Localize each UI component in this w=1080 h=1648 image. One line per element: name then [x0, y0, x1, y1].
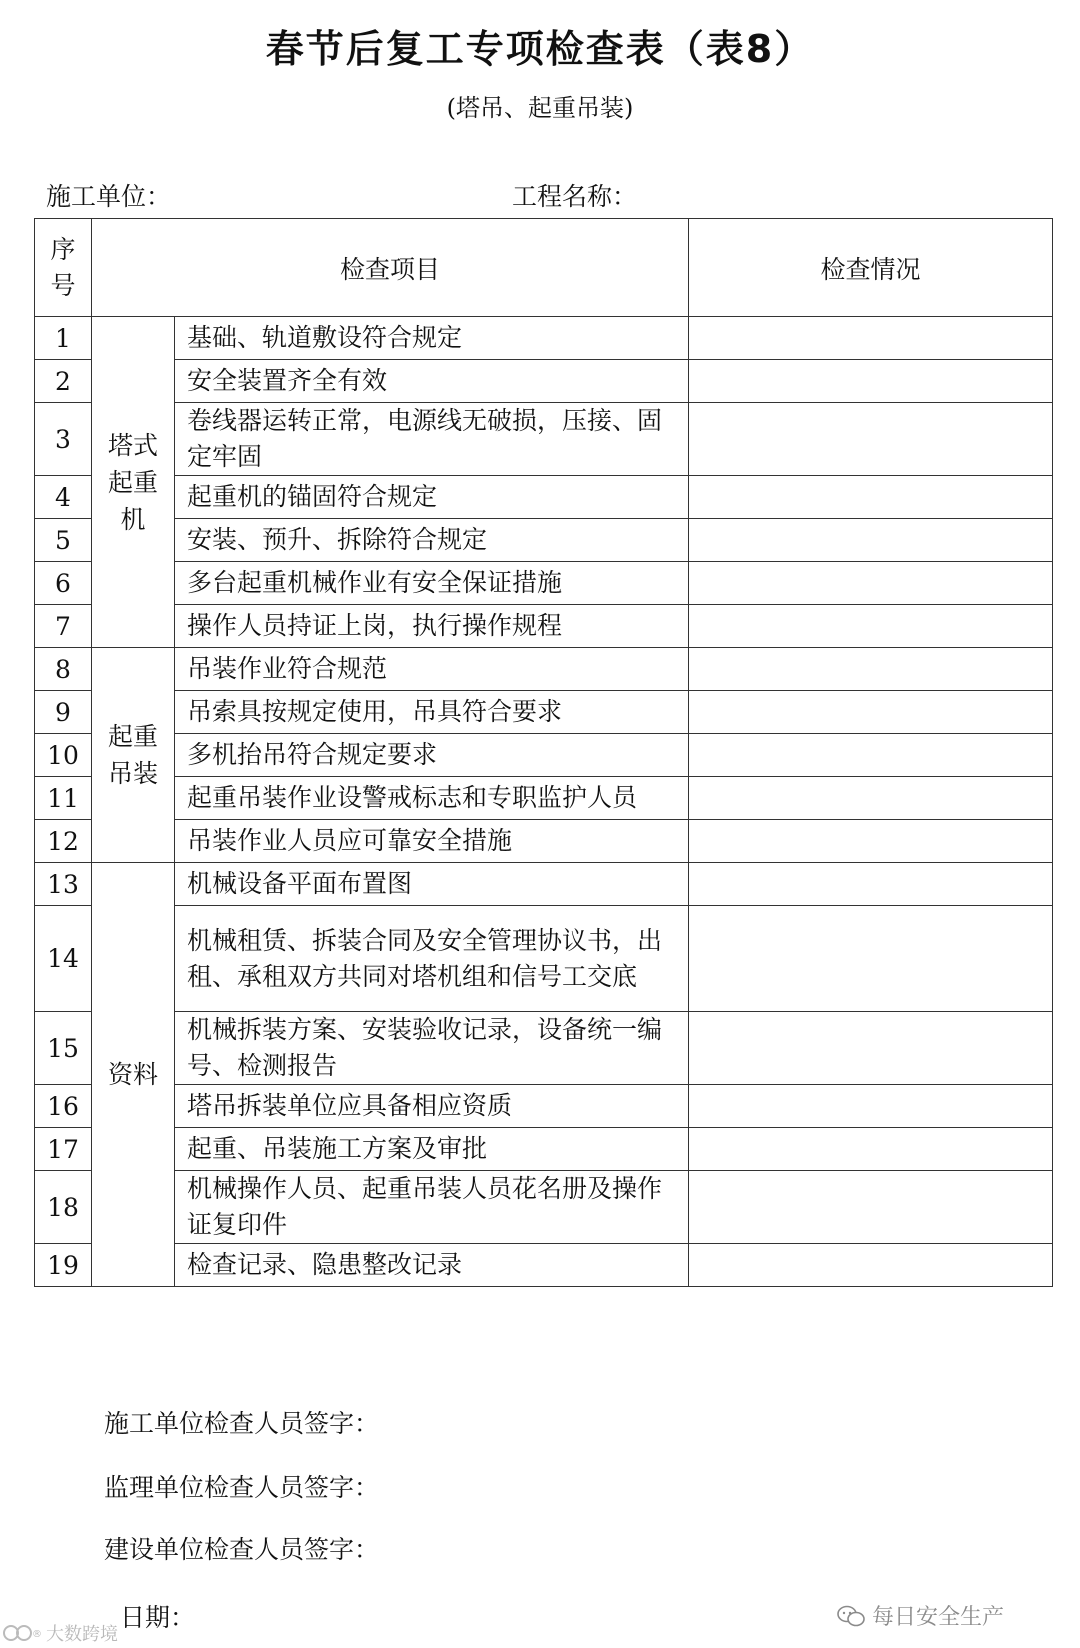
watermark-left-text: 大数跨境 — [46, 1624, 118, 1645]
row-status-cell[interactable] — [689, 317, 1053, 360]
row-number: 14 — [35, 906, 92, 1012]
header-seq-label: 序号 — [50, 234, 76, 300]
watermark-right — [836, 1600, 1004, 1631]
date-label: 日期： — [120, 1603, 196, 1632]
row-status-cell[interactable] — [689, 562, 1053, 605]
table-row — [35, 691, 1053, 734]
header-seq — [35, 219, 92, 317]
construction-unit-label: 施工单位： — [46, 182, 172, 211]
table-row — [35, 317, 1053, 360]
construction-signature-label: 施工单位检查人员签字： — [104, 1409, 380, 1438]
category-cell — [92, 648, 175, 863]
row-number: 1 — [35, 317, 92, 360]
row-number: 13 — [35, 863, 92, 906]
row-status-cell[interactable] — [689, 476, 1053, 519]
row-status-cell[interactable] — [689, 648, 1053, 691]
svg-text:®: ® — [32, 1629, 42, 1640]
watermark-left — [2, 1620, 118, 1646]
row-status-cell[interactable] — [689, 1171, 1053, 1244]
row-item: 基础、轨道敷设符合规定 — [175, 317, 689, 360]
page-title: 春节后复工专项检查表（表8） — [265, 27, 815, 71]
table-row — [35, 1171, 1053, 1244]
row-item: 机械租赁、拆装合同及安全管理协议书，出租、承租双方共同对塔机组和信号工交底 — [175, 906, 689, 1012]
row-item: 卷线器运转正常，电源线无破损，压接、固定牢固 — [175, 403, 689, 476]
category-label: 起重吊装 — [107, 722, 158, 788]
row-item: 起重机的锚固符合规定 — [175, 476, 689, 519]
row-number: 18 — [35, 1171, 92, 1244]
table-row — [35, 360, 1053, 403]
row-number: 16 — [35, 1085, 92, 1128]
row-number: 5 — [35, 519, 92, 562]
row-status-cell[interactable] — [689, 519, 1053, 562]
watermark-right-text: 每日安全生产 — [872, 1605, 1005, 1630]
row-number: 15 — [35, 1012, 92, 1085]
row-status-cell[interactable] — [689, 863, 1053, 906]
category-label: 资料 — [107, 1060, 158, 1089]
row-number: 6 — [35, 562, 92, 605]
table-row — [35, 777, 1053, 820]
row-item: 机械操作人员、起重吊装人员花名册及操作证复印件 — [175, 1171, 689, 1244]
row-number: 19 — [35, 1244, 92, 1287]
owner-signature-label: 建设单位检查人员签字： — [104, 1535, 380, 1564]
row-number: 9 — [35, 691, 92, 734]
row-item: 塔吊拆装单位应具备相应资质 — [175, 1085, 689, 1128]
row-status-cell[interactable] — [689, 1128, 1053, 1171]
row-item: 安装、预升、拆除符合规定 — [175, 519, 689, 562]
table-row — [35, 605, 1053, 648]
row-status-cell[interactable] — [689, 1012, 1053, 1085]
row-item: 起重吊装作业设警戒标志和专职监护人员 — [175, 777, 689, 820]
table-row — [35, 906, 1053, 1012]
header-item: 检查项目 — [92, 219, 689, 317]
table-row — [35, 734, 1053, 777]
row-number: 12 — [35, 820, 92, 863]
row-item: 检查记录、隐患整改记录 — [175, 1244, 689, 1287]
table-row — [35, 476, 1053, 519]
row-number: 11 — [35, 777, 92, 820]
row-item: 起重、吊装施工方案及审批 — [175, 1128, 689, 1171]
row-status-cell[interactable] — [689, 403, 1053, 476]
table-row — [35, 519, 1053, 562]
row-number: 4 — [35, 476, 92, 519]
table-row — [35, 562, 1053, 605]
project-name-label: 工程名称： — [512, 182, 638, 211]
table-row — [35, 1012, 1053, 1085]
table-row — [35, 648, 1053, 691]
table-header-row — [35, 219, 1053, 317]
row-status-cell[interactable] — [689, 734, 1053, 777]
row-item: 吊装作业人员应可靠安全措施 — [175, 820, 689, 863]
row-status-cell[interactable] — [689, 906, 1053, 1012]
header-status: 检查情况 — [689, 219, 1053, 317]
row-item: 机械拆装方案、安装验收记录，设备统一编号、检测报告 — [175, 1012, 689, 1085]
table-row — [35, 1085, 1053, 1128]
supervision-signature-label: 监理单位检查人员签字： — [104, 1473, 380, 1502]
page-subtitle: (塔吊、起重吊装) — [446, 94, 634, 122]
category-cell — [92, 863, 175, 1287]
row-item: 机械设备平面布置图 — [175, 863, 689, 906]
category-cell — [92, 317, 175, 648]
row-status-cell[interactable] — [689, 1085, 1053, 1128]
table-row — [35, 1128, 1053, 1171]
table-row — [35, 1244, 1053, 1287]
row-number: 3 — [35, 403, 92, 476]
row-status-cell[interactable] — [689, 360, 1053, 403]
row-status-cell[interactable] — [689, 691, 1053, 734]
table-row — [35, 403, 1053, 476]
row-number: 7 — [35, 605, 92, 648]
row-item: 多机抬吊符合规定要求 — [175, 734, 689, 777]
wechat-icon — [836, 1604, 866, 1628]
row-status-cell[interactable] — [689, 777, 1053, 820]
row-status-cell[interactable] — [689, 820, 1053, 863]
row-item: 操作人员持证上岗，执行操作规程 — [175, 605, 689, 648]
logo-icon — [2, 1623, 42, 1643]
inspection-table — [34, 218, 1053, 1287]
row-item: 安全装置齐全有效 — [175, 360, 689, 403]
table-row — [35, 820, 1053, 863]
row-number: 8 — [35, 648, 92, 691]
row-number: 2 — [35, 360, 92, 403]
row-number: 10 — [35, 734, 92, 777]
category-label: 塔式起重机 — [107, 430, 158, 534]
table-row — [35, 863, 1053, 906]
row-status-cell[interactable] — [689, 605, 1053, 648]
row-item: 吊索具按规定使用，吊具符合要求 — [175, 691, 689, 734]
row-number: 17 — [35, 1128, 92, 1171]
row-status-cell[interactable] — [689, 1244, 1053, 1287]
row-item: 多台起重机械作业有安全保证措施 — [175, 562, 689, 605]
row-item: 吊装作业符合规范 — [175, 648, 689, 691]
